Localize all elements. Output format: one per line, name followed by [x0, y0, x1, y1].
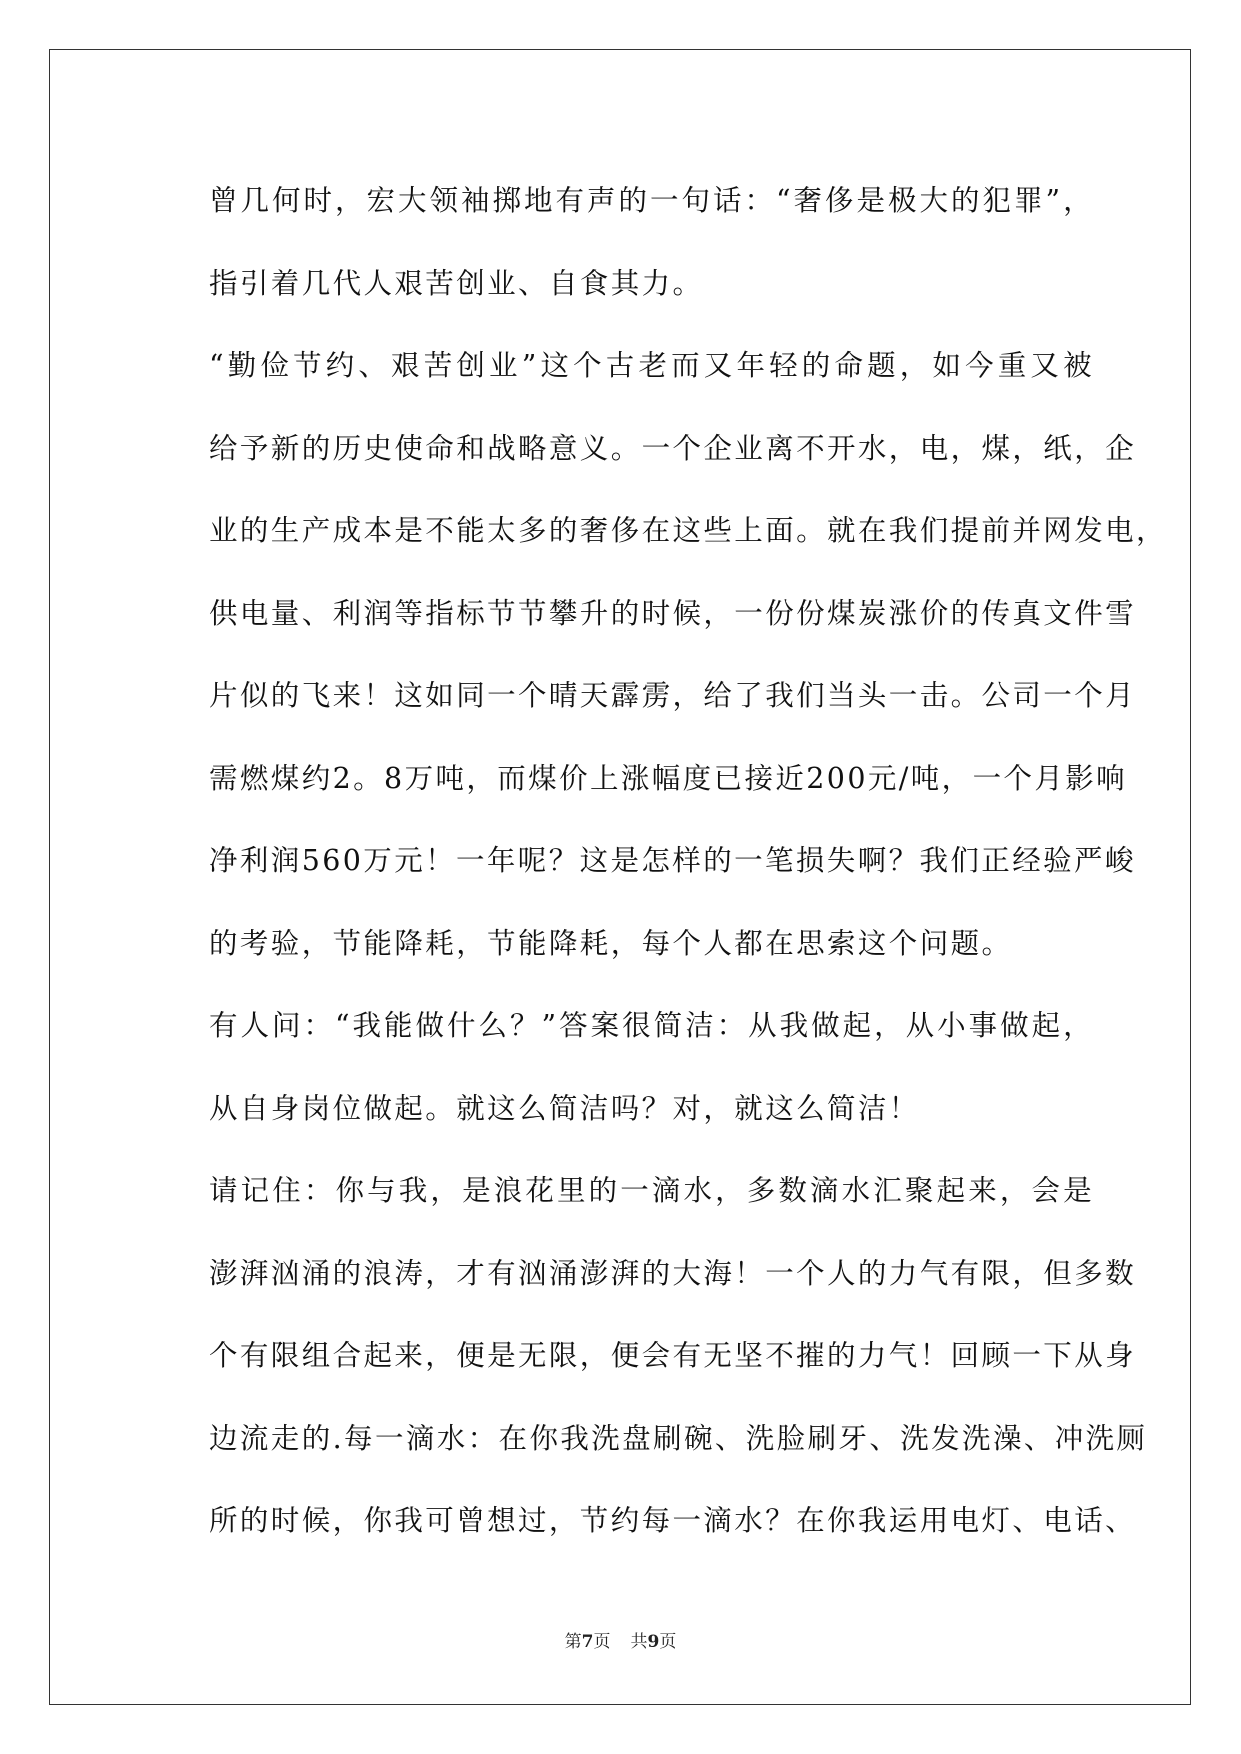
document-body: [152, 160, 1167, 1563]
paragraph-line: 片似的飞来！这如同一个晴天霹雳，给了我们当头一击。公司一个月: [209, 679, 1137, 712]
total-pages-suffix: 页: [659, 1632, 677, 1652]
paragraph-3: [152, 985, 1094, 1150]
paragraph-line: 给予新的历史使命和战略意义。一个企业离不开水，电，煤，纸，企: [209, 431, 1137, 465]
paragraph-line: 的考验，节能降耗，节能降耗，每个人都在思索这个问题。: [209, 926, 1013, 960]
paragraph-line: 有人问：“我能做什么？”答案很简洁：从我做起，从小事做起，: [209, 1009, 1094, 1042]
paragraph-1: [152, 160, 1094, 325]
paragraph-line: 净利润560万元！一年呢？这是怎样的一笔损失啊？我们正经验严峻: [209, 844, 1136, 877]
paragraph-line: 供电量、利润等指标节节攀升的时候，一份份煤炭涨价的传真文件雪: [209, 596, 1137, 630]
page-number-suffix: 页: [593, 1632, 611, 1652]
paragraph-line: 澎湃汹涌的浪涛，才有汹涌澎湃的大海！一个人的力气有限，但多数: [209, 1256, 1137, 1290]
paragraph-line: 需燃煤约2。8万吨，而煤价上涨幅度已接近200元/吨，一个月影响: [209, 761, 1128, 795]
paragraph-4: [152, 1150, 1148, 1563]
total-pages-prefix: 共: [630, 1632, 648, 1652]
page-number-prefix: 第: [564, 1632, 582, 1652]
page-number: 7: [581, 1632, 594, 1652]
total-pages: 9: [647, 1632, 660, 1652]
paragraph-2: [152, 325, 1167, 985]
paragraph-line: “勤俭节约、艰苦创业”这个古老而又年轻的命题，如今重又被: [209, 349, 1094, 382]
paragraph-line: 曾几何时，宏大领袖掷地有声的一句话：“奢侈是极大的犯罪”，: [209, 184, 1094, 217]
paragraph-line: 边流走的.每一滴水：在你我洗盘刷碗、洗脸刷牙、洗发洗澡、冲洗厕: [209, 1421, 1148, 1455]
paragraph-line: 请记住：你与我，是浪花里的一滴水，多数滴水汇聚起来，会是: [209, 1174, 1094, 1207]
page-footer: [0, 1627, 1241, 1652]
paragraph-line: 所的时候，你我可曾想过，节约每一滴水？在你我运用电灯、电话、: [209, 1504, 1137, 1537]
paragraph-line: 从自身岗位做起。就这么简洁吗？对，就这么简洁！: [209, 1091, 920, 1125]
paragraph-line: 业的生产成本是不能太多的奢侈在这些上面。就在我们提前并网发电，: [209, 514, 1167, 547]
paragraph-line: 个有限组合起来，便是无限，便会有无坚不摧的力气！回顾一下从身: [209, 1339, 1137, 1372]
paragraph-line: 指引着几代人艰苦创业、自食其力。: [209, 266, 704, 300]
